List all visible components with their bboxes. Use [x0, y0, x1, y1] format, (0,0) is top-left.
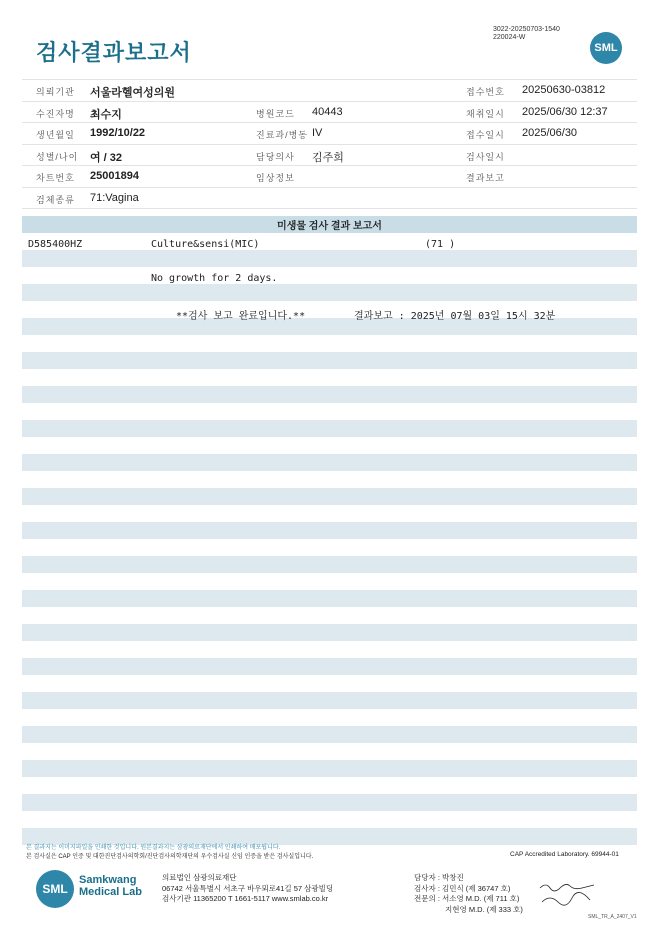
stripe: [22, 522, 637, 539]
info-row: [22, 102, 637, 124]
clinical-label: 임상정보: [256, 173, 295, 183]
sml-footer-logo: SML: [36, 870, 74, 908]
stripe: [22, 726, 637, 743]
stripe: [22, 284, 637, 301]
info-row: [22, 79, 637, 102]
signature-image: [538, 880, 598, 906]
hospital-code-value: 40443: [312, 105, 343, 118]
brand-line2: Medical Lab: [79, 886, 142, 898]
staff-tester: 검사자 : 김민식 (제 36747 호): [414, 883, 511, 893]
specimen-label: 검체종류: [36, 194, 75, 205]
complete-message: **검사 보고 완료입니다.**: [176, 311, 306, 322]
receipt-date-label: 접수일시: [466, 130, 505, 140]
birth-value: 1992/10/22: [90, 127, 146, 139]
document-code: [493, 26, 560, 42]
receipt-no-value: 20250630-03812: [522, 84, 606, 96]
receipt-no-label: 접수번호: [466, 87, 505, 97]
collection-date-label: 채취일시: [466, 108, 505, 119]
examinee-label: 수진자명: [36, 108, 75, 119]
sex-age-value: 여 / 32: [90, 151, 123, 164]
stripe: [22, 590, 637, 607]
stripe: [22, 420, 637, 437]
test-date-label: 검사일시: [466, 151, 505, 162]
examinee-value: 최수지: [90, 108, 122, 121]
test-number: (71 ): [425, 239, 456, 250]
report-label: 결과보고: [466, 173, 505, 183]
hospital-code-label: 병원코드: [256, 108, 295, 119]
stripe: [22, 556, 637, 573]
staff-specialist2: 지현영 M.D. (제 333 호): [445, 904, 523, 914]
stripe: [22, 794, 637, 811]
finding-text: No growth for 2 days.: [151, 273, 278, 284]
patient-info-table: [22, 79, 637, 209]
doctor-label: 담당의사: [256, 151, 295, 162]
page-title: 검사결과보고서: [36, 40, 192, 65]
stripe: [22, 386, 637, 403]
footer-note-accreditation: 본 검사실은 CAP 인증 및 대한진단검사의학회/진단검사의학재단의 우수검사실 신임 인증을 받은 검사실입니다.: [26, 854, 314, 860]
info-row: [22, 145, 637, 167]
request-org-label: 의뢰기관: [36, 87, 75, 97]
stripe: [22, 250, 637, 267]
brand-name: [79, 874, 142, 898]
org-contact: 검사기관 11365200 T 1661-5117 www.smlab.co.kr: [162, 894, 329, 903]
result-section-title: 미생물 검사 결과 보고서: [22, 216, 637, 233]
chart-no-value: 25001894: [90, 170, 139, 182]
document-code-line2: 220024-W: [493, 34, 526, 41]
org-address: 06742 서울특별시 서초구 바우뫼로41길 57 삼광빌딩: [162, 883, 334, 893]
doctor-value: 김주희: [312, 151, 344, 164]
sml-logo: SML: [590, 32, 622, 64]
document-code-line1: 3022-20250703-1540: [493, 26, 560, 33]
staff-block: [414, 873, 523, 915]
collection-date-value: 2025/06/30 12:37: [522, 105, 608, 118]
request-org-value: 서울라헬여성의원: [90, 87, 176, 99]
info-row: [22, 188, 637, 210]
sex-age-label: 성별/나이: [36, 151, 79, 162]
birth-label: 생년월일: [36, 130, 75, 140]
footer-note-copy: 본 결과지는 이미지파일을 인쇄한 것입니다. 원본결과지는 삼광의료재단에서 인쇄하여 배포됩니다.: [26, 845, 281, 851]
org-address-block: [162, 873, 333, 905]
cap-accreditation: CAP Accredited Laboratory. 69944-01: [510, 851, 619, 858]
test-name: Culture&sensi(MIC): [151, 239, 260, 250]
test-code: D585400HZ: [28, 239, 83, 250]
stripe: [22, 352, 637, 369]
chart-no-label: 차트번호: [36, 173, 75, 183]
stripe: [22, 454, 637, 471]
specimen-value: 71:Vagina: [90, 191, 139, 204]
brand-line1: Samkwang: [79, 874, 137, 886]
staff-manager: 담당자 : 박창진: [414, 873, 464, 882]
stripe: [22, 488, 637, 505]
staff-specialist1: 전문의 : 서소영 M.D. (제 711 호): [414, 894, 520, 903]
info-row: [22, 166, 637, 188]
stripe: [22, 760, 637, 777]
receipt-date-value: 2025/06/30: [522, 127, 578, 139]
dept-value: IV: [312, 127, 323, 139]
stripe: [22, 658, 637, 675]
info-row: [22, 123, 637, 145]
stripe: [22, 692, 637, 709]
report-time: 결과보고 : 2025년 07월 03일 15시 32분: [354, 311, 556, 322]
form-code: SML_TR_A_2407_V1: [588, 914, 637, 920]
org-name: 의료법인 삼광의료재단: [162, 873, 237, 882]
stripe: [22, 624, 637, 641]
dept-label: 진료과/병동: [256, 130, 308, 140]
